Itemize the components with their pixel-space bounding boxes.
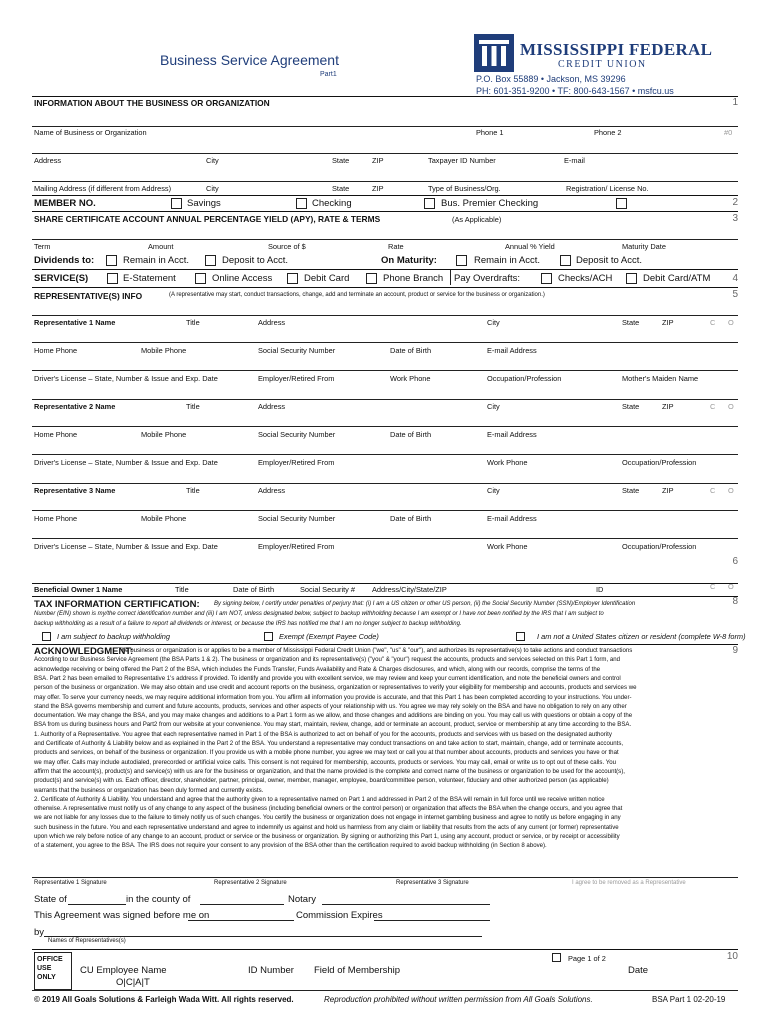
checking-label: Checking <box>312 198 352 209</box>
rep-o: O <box>728 486 734 495</box>
ack-line: and Certificate of Authority & Liability below and as explained in the Part 2 of the BSA. You understand a representative may conduct transactions on and take action to start, maintain, change, add or terminate accounts, <box>34 740 624 747</box>
debit-checkbox[interactable] <box>287 273 298 284</box>
rep-c: C <box>710 486 716 495</box>
mailing-state-label: State <box>332 184 350 193</box>
section-number: 3 <box>732 213 738 224</box>
rep-email-label: E-mail Address <box>487 514 537 523</box>
ack-line: acknowledge receiving or being offered the Part 2 of the BSA, which includes the Funds Transfer, Funds Availability and Rate & Charges disclosures, and which, along with our records, comprise the terms of the <box>34 665 601 673</box>
exempt-label: Exempt (Exempt Payee Code) <box>279 632 379 641</box>
mailing-zip-label: ZIP <box>372 184 384 193</box>
mat-deposit-label: Deposit to Acct. <box>576 255 643 266</box>
page-title: Business Service Agreement <box>160 52 339 68</box>
section-number: 9 <box>732 645 738 656</box>
rep-mobile-label: Mobile Phone <box>141 346 187 355</box>
rep-name-label: Representative 2 Name <box>34 402 116 411</box>
rep-city-label: City <box>487 486 500 495</box>
ack-line: product(s) and service(s) with us. Each officer, director, shareholder, partner, principal, owner, member, manager, employee, board/committee person, volunteer, fiduciary and other authorized person (as applicable) <box>34 777 609 785</box>
rep-name-label: Representative 3 Name <box>34 486 116 495</box>
type-label: Type of Business/Org. <box>428 184 501 193</box>
ack-line: BSA. Part 2 has been emailed to Representative 1's address if provided. To identify and provide you with excellent service, we may review and keep your current identification, and note the beneficial owners and control <box>34 674 621 682</box>
ack-line: such business in the future. You and each representative understand and agree to indemnify us against and hold us harmless from any claim or liability that results from the acts of any current (or former) representative <box>34 823 619 831</box>
county-label: in the county of <box>126 894 191 905</box>
rep-note: (A representative may start, conduct transactions, change, add and terminate an account, product or service for the business or organization.) <box>169 292 545 298</box>
bo-addr-label: Address/City/State/ZIP <box>372 585 447 594</box>
rep3-signature[interactable]: Representative 3 Signature <box>396 880 469 886</box>
savings-checkbox[interactable] <box>171 198 182 209</box>
form-id: BSA Part 1 02-20-19 <box>652 995 726 1004</box>
bo-title-label: Title <box>175 585 189 594</box>
phone-branch-checkbox[interactable] <box>366 273 377 284</box>
dividends-label: Dividends to: <box>34 255 95 266</box>
beneficial-owner-label: Beneficial Owner 1 Name <box>34 585 123 594</box>
office-use-label: OFFICE USE ONLY <box>34 952 72 990</box>
ack-line: warrants that the business or organization has been duly formed and currently exists. <box>34 786 264 794</box>
mat-remain-checkbox[interactable] <box>456 255 467 266</box>
rep-address-label: Address <box>258 402 286 411</box>
rep-occupation-label: Occupation/Profession <box>622 458 697 467</box>
ack-line: person of the business or organization. We may also obtain and use credit and account reports on the business, organization or representatives to verify your eligibility for membership and accounts, products and services we <box>34 684 637 692</box>
rep-dl-label: Driver's License – State, Number & Issue and Exp. Date <box>34 374 218 383</box>
tax-text-3: backup withholding as a result of a failure to report all dividends or interest, or because the IRS has notified me that I am no longer subject to backup withholding. <box>34 621 462 627</box>
rep-zip-label: ZIP <box>662 402 674 411</box>
div-deposit-checkbox[interactable] <box>205 255 216 266</box>
ack-line: stand the BSA governs membership and current and future accounts, products, services and other aspects of your relationship with us. You agree we may rely solely on the BSA and have no obligation to rely on any other <box>34 702 627 710</box>
logo-subtitle: CREDIT UNION <box>558 59 647 70</box>
ack-line: 2. Certificate of Authority & Liability. You understand and agree that the authority given to a representative named on Part 1 and addressed in Part 2 of the BSA will remain in full force until we receive written notice <box>34 795 605 803</box>
rep-o: O <box>728 402 734 411</box>
ack-line: upon which we rely before notice of any change to an account, product or service or the business or organization. By signing or authorizing this Part 1, using any account, product or service, or by receipt or accessibility <box>34 833 620 840</box>
rep-email-label: E-mail Address <box>487 346 537 355</box>
source-label: Source of $ <box>268 242 306 251</box>
ack-line: we are not liable for any losses due to the failure to timely notify us of such changes. You certify the business or organization does not engage in internet gambling business and agree to notify us before engaging in any <box>34 814 621 822</box>
rep-state-label: State <box>622 486 640 495</box>
rep-city-label: City <box>487 402 500 411</box>
rep-state-label: State <box>622 402 640 411</box>
debit-atm-label: Debit Card/ATM <box>643 273 711 284</box>
rep1-signature[interactable]: Representative 1 Signature <box>34 880 107 886</box>
backup-checkbox[interactable] <box>42 632 51 641</box>
rep-dl-label: Driver's License – State, Number & Issue and Exp. Date <box>34 542 218 551</box>
debit-atm-checkbox[interactable] <box>626 273 637 284</box>
rep-ssn-label: Social Security Number <box>258 430 336 439</box>
ack-line: 1. Authority of a Representative. You agree that each representative named in Part 1 of the BSA is authorized to act on behalf of you for the accounts, products and services with us based on the designated authority <box>34 730 612 738</box>
id-number-label: ID Number <box>248 965 294 976</box>
ack-line: BSA from us during business hours and Part2 from our website at your convenience. You may start, maintain, review, change, add or terminate an account, product, service or membership at any time according to the BSA. <box>34 721 632 729</box>
section-number: 6 <box>732 556 738 567</box>
logo-icon <box>474 34 514 72</box>
ack-line: products and services, on behalf of the business or organization. If you provide us with a mobile phone number, you agree we may text or call you at that number about accounts, products and services you have or that <box>34 749 619 757</box>
rep-extra-label: Mother's Maiden Name <box>622 374 699 383</box>
section-number: 2 <box>732 197 738 208</box>
non-us-label: I am not a United States citizen or resident (complete W-8 form) <box>537 632 746 641</box>
debit-label: Debit Card <box>304 273 350 284</box>
ack-title: ACKNOWLEDGMENT: <box>34 646 134 657</box>
phone-branch-label: Phone Branch <box>383 273 444 284</box>
rep-employer-label: Employer/Retired From <box>258 458 335 467</box>
section-number: 8 <box>732 596 738 607</box>
rep-name-label: Representative 1 Name <box>34 318 116 327</box>
checks-ach-label: Checks/ACH <box>558 273 613 284</box>
bus-checking-checkbox[interactable] <box>424 198 435 209</box>
rep-occupation-label: Occupation/Profession <box>622 542 697 551</box>
rep-c: C <box>710 318 716 327</box>
rep-state-label: State <box>622 318 640 327</box>
bo-c: C <box>710 582 716 591</box>
signed-before-label: This Agreement was signed before me on <box>34 910 210 921</box>
names-label: Names of Representatives(s) <box>48 938 126 944</box>
online-label: Online Access <box>212 273 273 284</box>
logo-name: MISSISSIPPI FEDERAL <box>520 40 713 59</box>
ack-line: The business or organization is or applies to be a member of Mississippi Federal Credit Union ("we", "us" & "our"), and authorizes its representative(s) to take actions and conduct transactions <box>118 647 633 654</box>
bus-checking-label: Bus. Premier Checking <box>441 198 539 209</box>
mailing-city-label: City <box>206 184 219 193</box>
state-of-label: State of <box>34 894 67 905</box>
section-5-title: REPRESENTATIVE(S) INFO <box>34 291 143 301</box>
registration-label: Registration/ License No. <box>566 184 649 193</box>
checks-ach-checkbox[interactable] <box>541 273 552 284</box>
section-1-title: INFORMATION ABOUT THE BUSINESS OR ORGANIZATION <box>34 98 270 108</box>
div-deposit-label: Deposit to Acct. <box>222 255 289 266</box>
rep-c: C <box>710 402 716 411</box>
codes-label: O|C|A|T <box>116 977 150 988</box>
rep-ssn-label: Social Security Number <box>258 346 336 355</box>
removed-note: I agree to be removed as a Representative <box>572 880 686 886</box>
rep-dob-label: Date of Birth <box>390 514 432 523</box>
rep-zip-label: ZIP <box>662 318 674 327</box>
section-number: 4 <box>732 273 738 284</box>
other-checkbox[interactable] <box>616 198 627 209</box>
ack-line: affirm that the account(s), product(s) and service(s) with us are for the business or organization, and that the name provided is the complete and correct name of the business or organization to be used for the account(s), <box>34 767 625 775</box>
notary-label: Notary <box>288 894 316 905</box>
section-number: 5 <box>732 289 738 300</box>
member-no-label: MEMBER NO. <box>34 198 96 209</box>
page-checkbox[interactable] <box>552 953 561 962</box>
city-label: City <box>206 156 219 165</box>
tax-title: TAX INFORMATION CERTIFICATION: <box>34 599 200 610</box>
mat-deposit-checkbox[interactable] <box>560 255 571 266</box>
ack-line: documentation. We may change the BSA, and you may make changes and additions to a Part 1 form as we allow, and those changes and additions are binding on you. You may call us with questions or obtain a copy of the <box>34 712 633 720</box>
commission-label: Commission Expires <box>296 910 383 921</box>
section-3-title: SHARE CERTIFICATE ACCOUNT ANNUAL PERCENTAGE YIELD (APY), RATE & TERMS <box>34 214 381 224</box>
rep-occupation-label: Occupation/Profession <box>487 374 562 383</box>
yield-label: Annual % Yield <box>505 242 555 251</box>
tax-text-1: By signing below, I certify under penalties of perjury that: (i) I am a US citizen or other US person, (ii) the Social Security Number (SSN)/Employer Identification <box>214 601 636 607</box>
section-number: 1 <box>732 97 738 108</box>
div-remain-label: Remain in Acct. <box>123 255 189 266</box>
rep-employer-label: Employer/Retired From <box>258 542 335 551</box>
exempt-checkbox[interactable] <box>264 632 273 641</box>
email-label: E-mail <box>564 156 585 165</box>
part-label: Part1 <box>320 71 337 78</box>
ack-line: According to our Business Service Agreement (the BSA Parts 1 & 2). The business or organization and its representative(s) ("you" & "your") request the accounts, products and services selected on this Part 1 form, and <box>34 656 621 664</box>
rep-mobile-label: Mobile Phone <box>141 430 187 439</box>
on-maturity-label: On Maturity: <box>381 255 437 266</box>
ack-line: may offer. To serve your currency needs, we may require additional information from you. You affirm all information you provide is accurate, and that this Part 1 has been completed according to your instructions. You under- <box>34 693 632 701</box>
amount-label: Amount <box>148 242 174 251</box>
business-name-label: Name of Business or Organization <box>34 128 147 137</box>
bo-id-label: ID <box>596 585 604 594</box>
rep-title-label: Title <box>186 318 200 327</box>
ack-line: otherwise. A representative must notify us of any change to any aspect of the business (including beneficial owners or the control person) or organization that affects the BSA when the change occurs, and you agree that <box>34 805 623 813</box>
tax-text-2: Number (EIN) shown is my/the correct identification number and (iii) I am NOT, unless designated below, subject to backup withholding because I am exempt or I have not been notified by the IRS that I am subject to <box>34 611 604 617</box>
rep-work-phone-label: Work Phone <box>487 458 528 467</box>
mailing-label: Mailing Address (if different from Address) <box>34 184 172 193</box>
checking-checkbox[interactable] <box>296 198 307 209</box>
rep-dob-label: Date of Birth <box>390 346 432 355</box>
rep-home-phone-label: Home Phone <box>34 346 78 355</box>
ack-line: we may offer. Calls may include autodialed, prerecorded or artificial voice calls. This consent is not required for membership, accounts, products or services. You may call, email or write us to opt out of these calls. You <box>34 758 617 766</box>
date-label: Date <box>628 965 649 976</box>
non-us-checkbox[interactable] <box>516 632 525 641</box>
by-label: by <box>34 927 45 938</box>
rep-city-label: City <box>487 318 500 327</box>
applicable-note: (As Applicable) <box>452 215 502 224</box>
address-line-1: P.O. Box 55889 • Jackson, MS 39296 <box>476 74 626 84</box>
backup-label: I am subject to backup withholding <box>57 632 170 641</box>
rep-dl-label: Driver's License – State, Number & Issue and Exp. Date <box>34 458 218 467</box>
rep-zip-label: ZIP <box>662 486 674 495</box>
savings-label: Savings <box>187 198 221 209</box>
section-number: 10 <box>726 951 738 962</box>
bo-dob-label: Date of Birth <box>233 585 275 594</box>
mat-remain-label: Remain in Acct. <box>474 255 540 266</box>
maturity-date-label: Maturity Date <box>622 242 666 251</box>
bo-o: O <box>728 582 734 591</box>
hash-label: #0 <box>724 128 733 137</box>
zip-label: ZIP <box>372 156 384 165</box>
rate-label: Rate <box>388 242 404 251</box>
rep-mobile-label: Mobile Phone <box>141 514 187 523</box>
rep-address-label: Address <box>258 486 286 495</box>
rep-employer-label: Employer/Retired From <box>258 374 335 383</box>
field-membership-label: Field of Membership <box>314 965 401 976</box>
rep-dob-label: Date of Birth <box>390 430 432 439</box>
ack-line: of a statement, you agree to the BSA. The IRS does not require your consent to any provision of the BSA other than the certification required to avoid backup withholding (in Section 8 above). <box>34 842 547 850</box>
cu-address <box>476 73 674 97</box>
div-remain-checkbox[interactable] <box>106 255 117 266</box>
rep-home-phone-label: Home Phone <box>34 430 78 439</box>
overdrafts-label: Pay Overdrafts: <box>454 273 520 284</box>
services-label: SERVICE(S) <box>34 273 89 284</box>
estatement-checkbox[interactable] <box>107 273 118 284</box>
rep2-signature[interactable]: Representative 2 Signature <box>214 880 287 886</box>
page-label: Page 1 of 2 <box>568 954 606 963</box>
rep-address-label: Address <box>258 318 286 327</box>
rep-email-label: E-mail Address <box>487 430 537 439</box>
online-checkbox[interactable] <box>195 273 206 284</box>
phone2-label: Phone 2 <box>594 128 622 137</box>
address-line-2: PH: 601-351-9200 • TF: 800-643-1567 • msfcu.us <box>476 86 674 96</box>
rep-home-phone-label: Home Phone <box>34 514 78 523</box>
address-label: Address <box>34 156 62 165</box>
bo-ssn-label: Social Security # <box>300 585 356 594</box>
rep-work-phone-label: Work Phone <box>487 542 528 551</box>
taxid-label: Taxpayer ID Number <box>428 156 496 165</box>
rep-work-phone-label: Work Phone <box>390 374 431 383</box>
estatement-label: E-Statement <box>123 273 176 284</box>
term-label: Term <box>34 242 51 251</box>
cu-employee-label: CU Employee Name <box>80 965 167 976</box>
copyright: © 2019 All Goals Solutions & Farleigh Wada Witt. All rights reserved. <box>34 995 294 1004</box>
rep-title-label: Title <box>186 486 200 495</box>
rep-o: O <box>728 318 734 327</box>
phone1-label: Phone 1 <box>476 128 504 137</box>
repro-note: Reproduction prohibited without written permission from All Goals Solutions. <box>324 995 593 1004</box>
state-label: State <box>332 156 350 165</box>
rep-title-label: Title <box>186 402 200 411</box>
rep-ssn-label: Social Security Number <box>258 514 336 523</box>
